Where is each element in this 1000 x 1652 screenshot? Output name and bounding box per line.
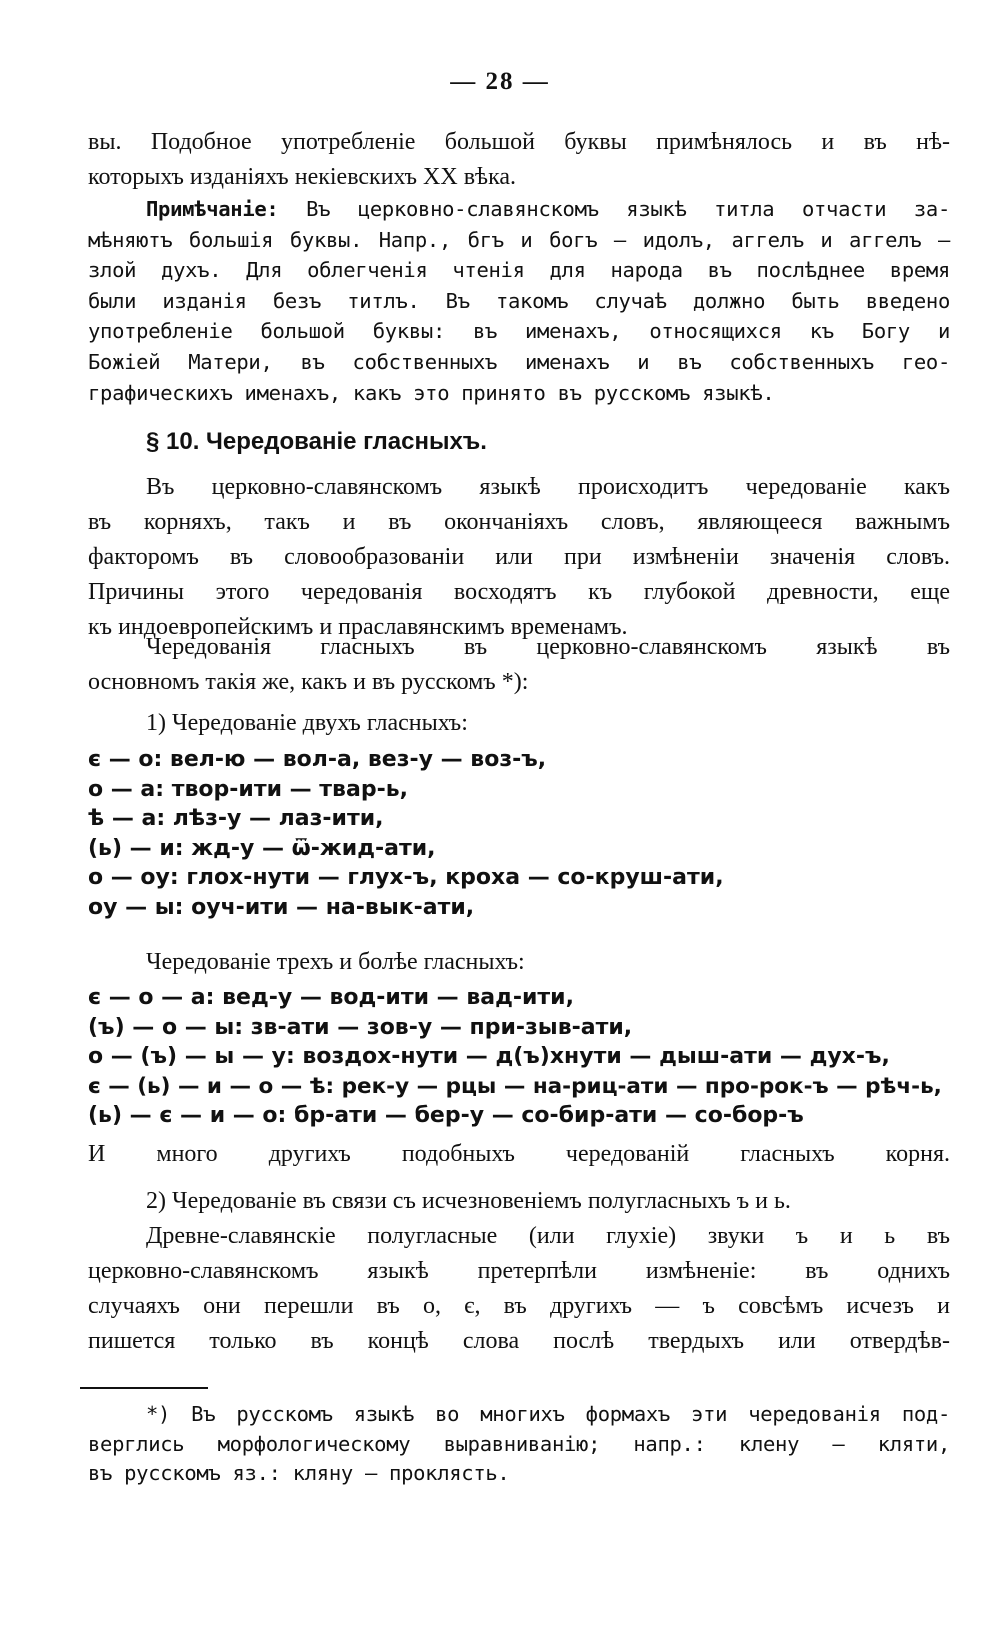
paragraph-semivowels — [88, 1219, 950, 1359]
three-vowel-heading — [88, 945, 950, 980]
text-line: церковно-славянскомъ языкѣ претерпѣли измѣненіе: въ однихъ — [88, 1258, 950, 1284]
page-number: — 28 — — [450, 68, 550, 95]
item-2-heading — [88, 1184, 950, 1219]
remark-line: графическихъ именахъ, какъ это принято въ русскомъ языкѣ. — [88, 380, 775, 405]
remark-text: Въ церковно-славянскомъ языкѣ титла отчасти за- — [306, 197, 951, 221]
example-line: (ь) — є — и — о: бр-ати — бер-у — со-бир-ати — со-бор-ъ — [88, 1103, 804, 1128]
paragraph-intro — [88, 470, 950, 645]
remark-line — [88, 194, 950, 225]
text-line: основномъ такія же, какъ и въ русскомъ *): — [88, 669, 529, 695]
footnote-line: верглись морфологическому выравниванію; напр.: клену — кляти, — [88, 1431, 950, 1456]
section-heading: § 10. Чередованіе гласныхъ. — [146, 428, 487, 455]
remark-line: злой духъ. Для облегченія чтенія для народа въ послѣднее время — [88, 258, 950, 283]
example-line: є — (ь) — и — о — ѣ: рек-у — рцы — на-риц-ати — про-рок-ъ — рѣч-ь, — [88, 1073, 942, 1099]
footnote-line: въ русскомъ яз.: кляну — проклясть. — [88, 1461, 510, 1485]
remark-label: Примѣчаніе: — [146, 197, 279, 221]
example-line: є — о — а: вед-у — вод-ити — вад-ити, — [88, 985, 574, 1010]
example-line: о — оу: глох-нути — глух-ъ, кроха — со-круш-ати, — [88, 865, 724, 890]
text-line: 2) Чередованіе въ связи съ исчезновеніемъ полугласныхъ ъ и ь. — [146, 1188, 791, 1214]
text-line: въ корняхъ, такъ и въ окончаніяхъ словъ, являющееся важнымъ — [88, 509, 950, 535]
paragraph-alternations — [88, 630, 950, 700]
remark-block — [88, 194, 950, 408]
footnote — [88, 1400, 950, 1489]
two-vowel-examples — [88, 745, 950, 922]
remark-line: употребленіе большой буквы: въ именахъ, относящихся къ Богу и — [88, 319, 950, 344]
text-line: Въ церковно-славянскомъ языкѣ происходитъ чередованіе какъ — [146, 474, 950, 500]
example-line: ѣ — а: лѣз-у — лаз-ити, — [88, 806, 384, 831]
text-line: вы. Подобное употребленіе большой буквы примѣнялось и въ нѣ- — [88, 129, 950, 155]
paragraph-continuation — [88, 125, 950, 195]
example-line: (ъ) — о — ы: зв-ати — зов-у — при-зыв-ати, — [88, 1014, 633, 1040]
footnote-line: *) Въ русскомъ языкѣ во многихъ формахъ эти чередованія под- — [146, 1402, 950, 1426]
three-vowel-examples — [88, 983, 950, 1131]
example-line: є — о: вел-ю — вол-а, вез-у — воз-ъ, — [88, 747, 547, 772]
remark-line: были изданія безъ титлъ. Въ такомъ случаѣ должно быть введено — [88, 288, 950, 313]
text-line: Причины этого чередованія восходятъ къ глубокой древности, еще — [88, 579, 950, 605]
text-line: случаяхъ они перешли въ о, є, въ другихъ — ъ совсѣмъ исчезъ и — [88, 1293, 950, 1319]
text-line: пишется только въ концѣ слова послѣ твердыхъ или отвердѣв- — [88, 1328, 950, 1354]
text-line: Древне-славянскіе полугласные (или глухіе) звуки ъ и ь въ — [146, 1223, 950, 1249]
text-line: И много другихъ подобныхъ чередованій гласныхъ корня. — [88, 1141, 950, 1167]
footnote-divider — [80, 1387, 208, 1389]
example-line: (ь) — и: жд-у — ѿ-жид-ати, — [88, 835, 436, 861]
text-line: Чередованія гласныхъ въ церковно-славянскомъ языкѣ въ — [146, 634, 950, 660]
text-line: Чередованіе трехъ и болѣе гласныхъ: — [146, 949, 525, 975]
text-line: 1) Чередованіе двухъ гласныхъ: — [146, 710, 468, 736]
many-others-line — [88, 1137, 950, 1172]
text-line: которыхъ изданіяхъ некіевскихъ XX вѣка. — [88, 164, 517, 190]
text-line: къ индоевропейскимъ и праславянскимъ временамъ. — [88, 614, 628, 640]
item-1-heading — [88, 706, 950, 741]
example-line: о — (ъ) — ы — у: воздох-нути — д(ъ)хнути — дыш-ати — дух-ъ, — [88, 1044, 890, 1069]
example-line: оу — ы: оуч-ити — на-вык-ати, — [88, 894, 475, 920]
text-line: факторомъ въ словообразованіи или при измѣненіи значенія словъ. — [88, 544, 950, 570]
remark-line: Божіей Матери, въ собственныхъ именахъ и въ собственныхъ гео- — [88, 349, 950, 374]
example-line: о — а: твор-ити — твар-ь, — [88, 776, 408, 802]
remark-line: мѣняютъ большія буквы. Напр., бгъ и богъ — идолъ, аггелъ и аггелъ — — [88, 227, 950, 252]
